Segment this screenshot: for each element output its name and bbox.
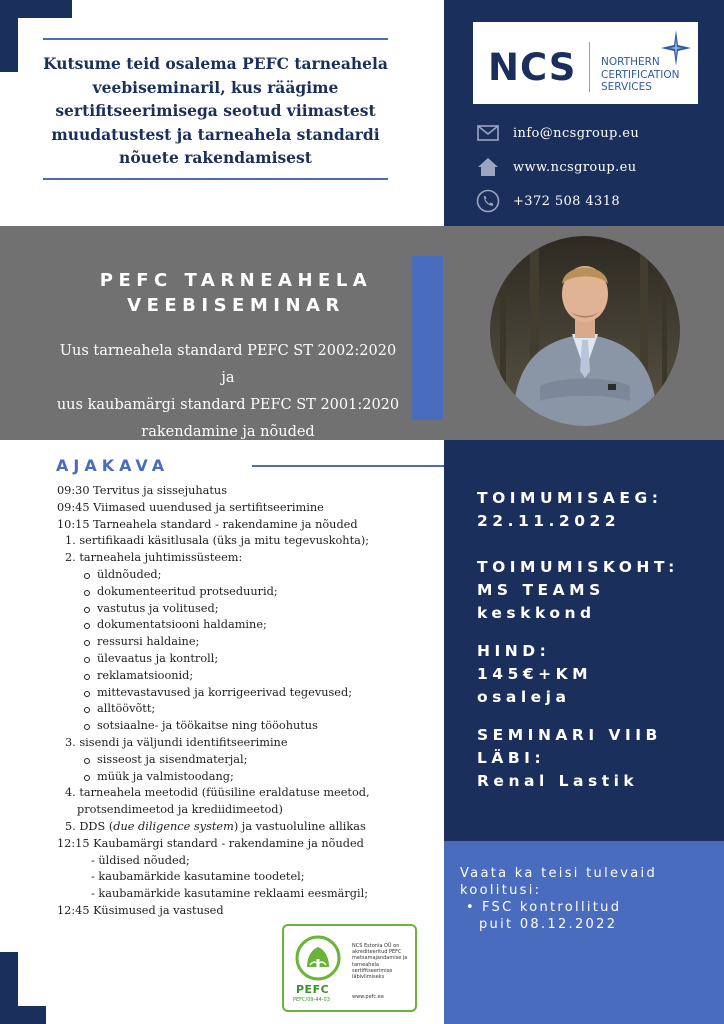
agenda-item xyxy=(57,853,442,870)
agenda-item-text: sotsiaalne- ja töökaitse ning tööohutus xyxy=(97,719,318,733)
logo-subtitle-line: NORTHERN xyxy=(601,56,660,68)
intro-line: Kutsume teid osalema PEFC tarneahela xyxy=(43,54,388,73)
agenda-item-text: 12:15 Kaubamärgi standard - rakendamine ja nõuded xyxy=(57,836,364,850)
agenda-item-text: 4. tarneahela meetodid (füüsiline eraldatuse meetod, xyxy=(65,786,370,800)
time-value: 22.11.2022 xyxy=(477,512,621,530)
home-icon xyxy=(476,155,500,179)
pefc-wordmark: PEFC xyxy=(296,983,330,996)
phone-link[interactable]: +372 508 4318 xyxy=(513,193,621,209)
contact-website-row[interactable] xyxy=(476,155,706,179)
seminar-title xyxy=(60,268,412,318)
pefc-badge-text xyxy=(352,943,414,980)
agenda-item xyxy=(57,735,442,752)
circle-bullet-icon xyxy=(84,573,90,579)
agenda-item-text: vastutus ja volitused; xyxy=(97,601,219,615)
agenda-sub-bullet-item xyxy=(57,685,442,702)
more-trainings-line: Vaata ka teisi tulevaid xyxy=(460,866,658,881)
circle-bullet-icon xyxy=(84,657,90,663)
place-value: keskkond xyxy=(477,604,596,622)
agenda-item-text: - kaubamärkide kasutamine reklaami eesmärgil; xyxy=(91,887,369,901)
pefc-badge-line: akrediteeritud PEFC xyxy=(352,949,402,956)
agenda-item-text: - kaubamärkide kasutamine toodetel; xyxy=(91,870,305,884)
circle-bullet-icon xyxy=(84,590,90,596)
agenda-item-text: müük ja valmistoodang; xyxy=(97,769,234,783)
agenda-item-text: 1. sertifikaadi käsitlusala (üks ja mitu tegevuskohta); xyxy=(65,534,370,548)
website-link[interactable]: www.ncsgroup.eu xyxy=(513,159,637,175)
pefc-website[interactable]: www.pefc.ee xyxy=(352,994,384,1000)
agenda-item-text: üldnõuded; xyxy=(97,567,162,581)
circle-bullet-icon xyxy=(84,674,90,680)
circle-bullet-icon xyxy=(84,775,90,781)
agenda-item-text: dokumentatsiooni haldamine; xyxy=(97,618,267,632)
envelope-icon xyxy=(476,121,500,145)
agenda-item-text: reklamatsioonid; xyxy=(97,668,194,682)
agenda-item-text: - üldised nõuded; xyxy=(91,853,190,867)
agenda-item-text: dokumenteeritud protseduurid; xyxy=(97,584,278,598)
agenda-item-text: 09:45 Viimased uuendused ja sertifitseerimine xyxy=(57,500,324,514)
intro-top-rule xyxy=(43,38,388,40)
agenda-item-text: sisseost ja sisendmaterjal; xyxy=(97,752,248,766)
intro-bottom-rule xyxy=(43,178,388,180)
logo-subtitle-line: SERVICES xyxy=(601,81,652,93)
seminar-subtitle-line: Uus tarneahela standard PEFC ST 2002:2020 ja xyxy=(59,343,397,386)
agenda-sub-bullet-item xyxy=(57,718,442,735)
agenda-item-text: mittevastavused ja korrigeerivad tegevused; xyxy=(97,685,353,699)
pefc-tree-logo-icon xyxy=(293,935,343,981)
circle-bullet-icon xyxy=(84,724,90,730)
place-info xyxy=(477,556,712,625)
circle-bullet-icon xyxy=(84,758,90,764)
training-item-title: FSC kontrollitud xyxy=(481,900,622,915)
agenda-item-text: 09:30 Tervitus ja sissejuhatus xyxy=(57,484,228,497)
pefc-badge-line: läbiviimiseks xyxy=(352,974,385,981)
logo-subtitle-line: CERTIFICATION xyxy=(601,68,680,81)
circle-bullet-icon xyxy=(84,707,90,713)
training-item-first-row xyxy=(466,899,716,916)
agenda-item-text: 10:15 Tarneahela standard - rakendamine ja nõuded xyxy=(57,517,358,531)
time-label: TOIMUMISAEG: xyxy=(477,489,663,507)
time-info xyxy=(477,487,712,533)
seminar-subtitle-line: uus kaubamärgi standard PEFC ST 2001:2020 xyxy=(56,397,400,413)
agenda-item xyxy=(57,533,442,550)
host-label: SEMINARI VIIB xyxy=(477,726,662,744)
agenda-heading-rule xyxy=(252,465,444,467)
place-label: TOIMUMISKOHT: xyxy=(477,558,679,576)
agenda-item xyxy=(57,483,442,500)
agenda-item-text: 2. tarneahela juhtimissüsteem: xyxy=(65,551,243,565)
agenda-item-text: 12:45 Küsimused ja vastused xyxy=(57,903,224,917)
agenda-item xyxy=(57,517,442,534)
seminar-title-line: PEFC TARNEAHELA xyxy=(99,270,373,291)
agenda-sub-bullet-item xyxy=(57,701,442,718)
agenda-item xyxy=(57,886,442,903)
email-link[interactable]: info@ncsgroup.eu xyxy=(513,125,640,141)
agenda-item xyxy=(57,903,442,920)
pefc-badge-line: sertifitseerimise xyxy=(352,967,393,974)
agenda-sub-bullet-item xyxy=(57,752,442,769)
intro-line: muudatustest ja tarneahela standardi xyxy=(51,124,380,144)
agenda-list xyxy=(57,483,442,920)
pefc-badge-line: tarneahela xyxy=(352,961,379,968)
agenda-sub-bullet-item xyxy=(57,617,442,634)
host-info xyxy=(477,724,712,793)
contact-email-row[interactable] xyxy=(476,121,706,145)
more-trainings-text xyxy=(460,865,720,899)
logo-letters: NCS xyxy=(488,46,577,89)
agenda-sub-bullet-item xyxy=(57,601,442,618)
seminar-subtitle-line: rakendamine ja nõuded xyxy=(141,424,315,440)
pefc-license-code: PEFC/09-44-03 xyxy=(293,997,330,1003)
agenda-sub-bullet-item xyxy=(57,668,442,685)
price-value: osaleja xyxy=(477,688,571,706)
phone-icon xyxy=(476,189,500,213)
agenda-item xyxy=(57,869,442,886)
agenda-item xyxy=(57,785,442,802)
agenda-item xyxy=(57,819,442,836)
intro-line: sertifitseerimisega seotud viimastest xyxy=(55,101,376,120)
host-label: LÄBI: xyxy=(477,749,546,767)
circle-bullet-icon xyxy=(84,607,90,613)
place-value: MS TEAMS xyxy=(477,581,605,599)
agenda-item xyxy=(57,500,442,517)
corner-decoration-top-vertical xyxy=(0,0,18,72)
agenda-item-text: ressursi haldaine; xyxy=(97,635,200,649)
price-info xyxy=(477,640,712,709)
seminar-subtitle xyxy=(52,338,404,446)
logo-divider xyxy=(589,42,590,92)
agenda-item-text: protsendimeetod ja krediidimeetod) xyxy=(77,803,283,817)
bullet-icon: • xyxy=(466,900,476,915)
agenda-item xyxy=(57,550,442,567)
agenda-sub-bullet-item xyxy=(57,584,442,601)
training-item-date: puit 08.12.2022 xyxy=(479,917,618,932)
intro-line: nõuete rakendamisest xyxy=(119,148,312,167)
agenda-item-text: alltöövõtt; xyxy=(97,702,156,716)
agenda-sub-bullet-item xyxy=(57,769,442,786)
pefc-badge-line: metsamajandamise ja xyxy=(352,955,408,962)
training-list-item[interactable] xyxy=(466,899,716,933)
circle-bullet-icon xyxy=(84,691,90,697)
contact-phone-row[interactable] xyxy=(476,189,706,213)
price-label: HIND: xyxy=(477,642,551,660)
host-name: Renal Lastik xyxy=(477,772,639,790)
agenda-sub-bullet-item xyxy=(57,634,442,651)
intro-text xyxy=(43,52,388,170)
seminar-title-line: VEEBISEMINAR xyxy=(127,295,345,316)
accent-bar xyxy=(412,256,443,420)
agenda-heading: AJAKAVA xyxy=(56,456,170,475)
speaker-photo xyxy=(490,236,680,426)
pefc-badge-line: NCS Estonia OÜ on xyxy=(352,943,400,949)
circle-bullet-icon xyxy=(84,640,90,646)
agenda-item-text: 5. DDS (due diligence system) ja vastuoluline allikas xyxy=(65,819,366,833)
compass-star-icon xyxy=(661,30,691,66)
more-trainings-line: koolitusi: xyxy=(460,883,542,898)
circle-bullet-icon xyxy=(84,623,90,629)
agenda-sub-bullet-item xyxy=(57,651,442,668)
corner-decoration-bottom xyxy=(0,1006,46,1024)
agenda-item-text: ülevaatus ja kontroll; xyxy=(97,651,219,665)
agenda-item xyxy=(57,802,442,819)
agenda-sub-bullet-item xyxy=(57,567,442,584)
price-value: 145€+KM xyxy=(477,665,593,683)
agenda-item-text: 3. sisendi ja väljundi identifitseerimine xyxy=(65,735,288,749)
intro-line: veebiseminaril, kus räägime xyxy=(92,77,339,97)
agenda-item xyxy=(57,836,442,853)
